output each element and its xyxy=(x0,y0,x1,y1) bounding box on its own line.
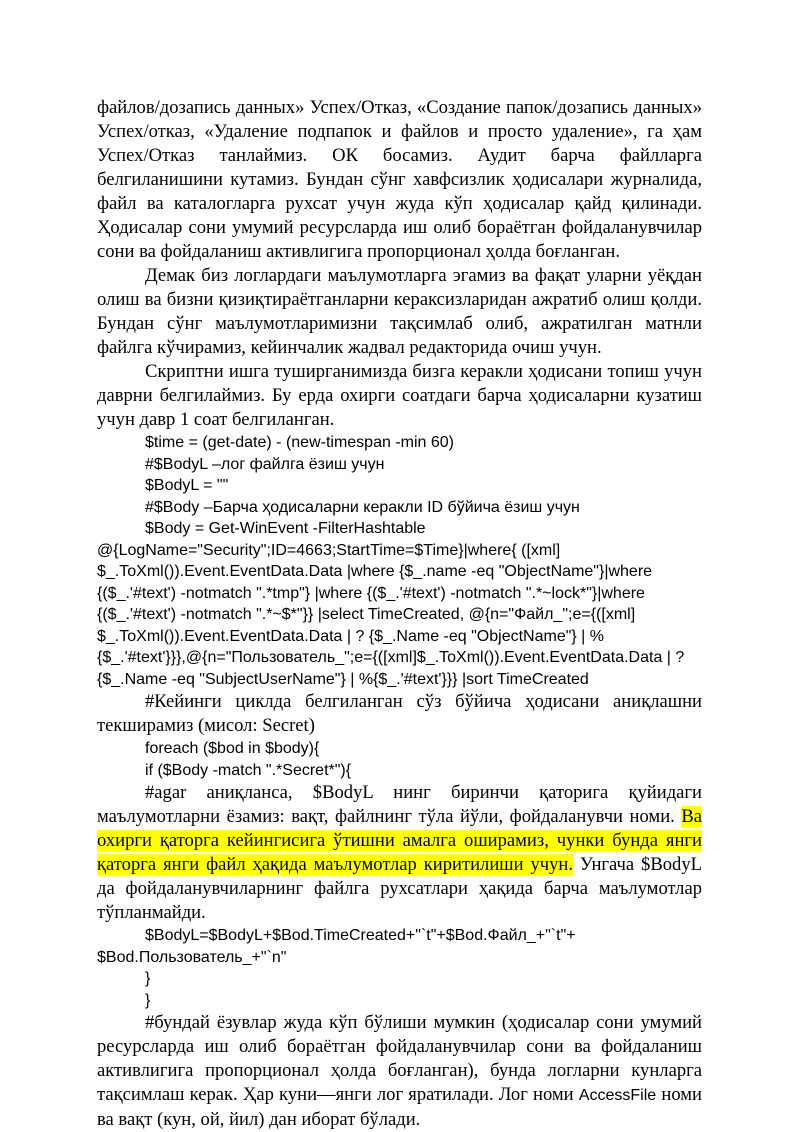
code-line-time: $time = (get-date) - (new-timespan -min 60) xyxy=(145,434,454,451)
document-page xyxy=(97,96,702,1132)
paragraph-5 xyxy=(97,781,702,925)
code-comment-body: #$Body –Барча ҳодисаларни керакли ID бўйича ёзиш учун xyxy=(145,498,580,516)
paragraph-6 xyxy=(97,1011,702,1132)
code-line-if: if ($Body -match ".*Secret*"){ xyxy=(145,761,352,779)
code-line-append: $BodyL=$BodyL+$Bod.TimeCreated+"`t"+$Bod.Файл_+"`t"+ xyxy=(145,927,576,944)
paragraph-4: #Кейинги циклда белгиланган сўз бўйича ҳодисани аниқлашни текширамиз (мисол: Secret) xyxy=(97,691,702,736)
paragraph-6-text: #бундай ёзувлар жуда кўп бўлиши мумкин (ҳодисалар сони умумий ресурсларда иш олиб бораётган фойдаланувчилар сони ва фойдаланиш активлигига пропорционал ҳолда боғланган), бунда логларни кунларга тақсимлаш керак. Ҳар куни—янги лог яратилади. Лог номи xyxy=(97,1012,702,1105)
code-block-filter: @{LogName="Security";ID=4663;StartTime=$Time}|where{ ([xml] $_.ToXml()).Event.EventData.Data |where {$_.name -eq "ObjectName"}|where {($_.'#text') -notmatch ".*tmp"} |where {($_.'#text') -notmatch ".*~lock*"}|where {($_.'#text') -notmatch ".*~$*"}} |select TimeCreated, @{n="Файл_";e={([xml] $_.ToXml()).Event.EventData.Data | ? {$_.Name -eq "ObjectName"} | %{$_.'#text'}}},@{n="Пользователь_";e={([xml]$_.ToXml()).Event.EventData.Data | ? {$_.Name -eq "SubjectUserName"} | %{$_.'#text'}}} |sort TimeCreated xyxy=(97,541,685,688)
paragraph-3: Скриптни ишга туширганимизда бизга керакли ҳодисани топиш учун даврни белгилаймиз. Бу ерда охирги соатдаги барча ҳодисаларни кузатиш учун давр 1 соат белгиланган. xyxy=(97,361,702,430)
code-line-foreach: foreach ($bod in $body){ xyxy=(145,740,320,757)
code-line-bodyl-init: $BodyL = "" xyxy=(145,477,229,494)
paragraph-5-text: #agar аниқланса, $BodyL нинг биринчи қаторига қуйидаги маълумотларни ёзамиз: вақт, файлнинг тўла йўли, фойдаланувчи номи. xyxy=(97,782,702,827)
code-line-append-cont: $Bod.Пользователь_+"`n" xyxy=(97,948,287,966)
paragraph-5-text-end: Унгача $BodyL да фойдаланувчиларнинг файлга рухсатлари ҳақида барча маълумотлар тўпланмайди. xyxy=(97,854,702,923)
code-comment-bodyl: #$BodyL –лог файлга ёзиш учун xyxy=(145,455,385,473)
code-line-body: $Body = Get-WinEvent -FilterHashtable xyxy=(145,520,426,537)
highlighted-text: Ва охирги қаторга кейингисига ўтишни амалга оширамиз, чунки бунда янги қаторга янги файл ҳақида маълумотлар киритилиши учун. xyxy=(97,806,702,875)
paragraph-1: файлов/дозапись данных» Успех/Отказ, «Создание папок/дозапись данных» Успех/отказ, «Удаление подпапок и файлов и просто удаление», га ҳам Успех/Отказ танлаймиз. ОК босамиз. Аудит барча файлларга белгиланишини кутамиз. Бундан сўнг хавфсизлик ҳодисалари журналида, файл ва каталогларга рухсат учун жуда кўп ҳодисалар қайд қилинади. Ҳодисалар сони умумий ресурсларда иш олиб бораётган фойдаланувчилар сони ва фойдаланиш активлигига пропорционал ҳолда боғланган. xyxy=(97,97,702,262)
paragraph-2: Демак биз логлардаги маълумотларга эгамиз ва фақат уларни уёқдан олиш ва бизни қизиқтираётганларни кераксизларидан ажратиб олиш қолди. Бундан сўнг маълумотларимизни тақсимлаб олиб, ажратилган матнли файлга кўчирамиз, кейинчалик жадвал редакторида очиш учун. xyxy=(97,265,702,358)
code-close-brace-1: } xyxy=(145,970,151,987)
paragraph-6-filename: AccessFile xyxy=(578,1087,657,1104)
code-close-brace-2: } xyxy=(145,991,151,1009)
paragraph-6-text-end: номи ва вақт (кун, ой, йил) дан иборат бўлади. xyxy=(97,1084,702,1130)
